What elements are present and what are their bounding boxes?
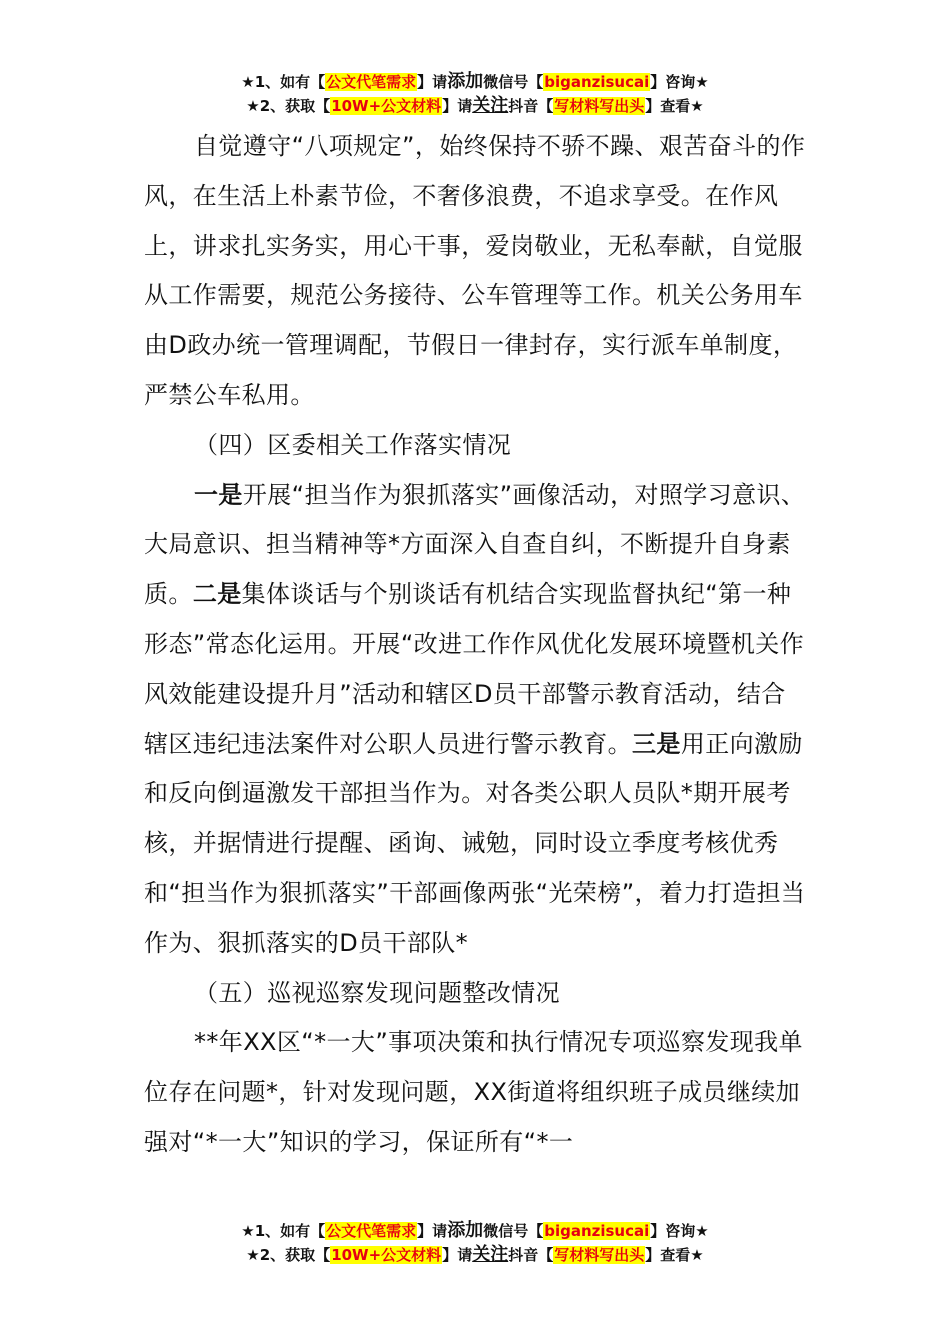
banner-line-1: [0, 1219, 950, 1243]
banner-text: 】请: [442, 1246, 473, 1264]
banner-text: 微信号【: [483, 73, 544, 91]
banner-line-2: [0, 1243, 950, 1267]
banner-wechat-id: biganzisucai: [544, 73, 650, 91]
paragraph-discipline: 自觉遵守“八项规定”，始终保持不骄不躁、艰苦奋斗的作风，在生活上朴素节俭，不奢侈浪费，不追求享受。在作风上，讲求扎实务实，用心干事，爱岗敬业，无私奉献，自觉服从工作需要，规范公务接待、公车管理等工作。机关公务用车由D政办统一管理调配，节假日一律封存，实行派车单制度，严禁公车私用。: [144, 132, 806, 409]
lead-first: 一是: [194, 480, 243, 509]
banner-text: 微信号【: [483, 1222, 544, 1240]
banner-text: ★1、如有【: [241, 73, 326, 91]
banner-text: 】查看★: [645, 1246, 704, 1264]
banner-line-1: [0, 70, 950, 94]
paragraph-district-work: [144, 471, 809, 969]
banner-highlight: 10W+公文材料: [331, 97, 442, 115]
banner-text: 抖音【: [508, 1246, 554, 1264]
banner-highlight: 公文代笔需求: [326, 73, 417, 91]
banner-emphasis: 添加: [447, 1220, 484, 1241]
banner-highlight: 10W+公文材料: [331, 1246, 442, 1264]
lead-second: 二是: [192, 580, 242, 609]
paragraph-text: 集体谈话与个别谈话有机结合实现监督执纪“第一种形态”常态化运用。开展“改进工作作风优化发展环境暨机关作风效能建设提升月”活动和辖区D员干部警示教育活动，结合辖区违纪违法案件对公职人员进行警示教育。: [144, 580, 805, 758]
lead-third: 三是: [632, 729, 681, 758]
document-body: [144, 122, 809, 1168]
banner-text: 抖音【: [508, 97, 554, 115]
banner-emphasis: 关注: [472, 1244, 509, 1265]
banner-text: 】请: [442, 97, 473, 115]
banner-douyin-id: 写材料写出头: [554, 97, 645, 115]
banner-wechat-id: biganzisucai: [544, 1222, 650, 1240]
banner-text: ★1、如有【: [241, 1222, 326, 1240]
banner-text: 】请: [417, 73, 448, 91]
section-heading-5: （五）巡视巡察发现问题整改情况: [194, 978, 560, 1007]
banner-emphasis: 关注: [472, 95, 509, 116]
banner-text: 】查看★: [645, 97, 704, 115]
paragraph-text: 开展“担当作为狠抓落实”画像活动，对照学习意识、大局意识、担当精神等*方面深入自查自纠，不断提升自身素质。: [144, 480, 806, 609]
header-banner: [0, 70, 950, 118]
banner-douyin-id: 写材料写出头: [554, 1246, 645, 1264]
section-heading-4: （四）区委相关工作落实情况: [194, 430, 512, 459]
banner-highlight: 公文代笔需求: [326, 1222, 417, 1240]
banner-line-2: [0, 94, 950, 118]
banner-text: 】咨询★: [650, 73, 709, 91]
banner-text: 】请: [417, 1222, 448, 1240]
banner-text: ★2、获取【: [246, 97, 331, 115]
paragraph-text: 用正向激励和反向倒逼激发干部担当作为。对各类公职人员队*期开展考核，并据情进行提醒、函询、诫勉，同时设立季度考核优秀和“担当作为狠抓落实”干部画像两张“光荣榜”，着力打造担当作为、狠抓落实的D员干部队*: [144, 729, 806, 957]
paragraph-inspection: **年XX区“*一大”事项决策和执行情况专项巡察发现我单位存在问题*，针对发现问题，XX街道将组织班子成员继续加强对“*一大”知识的学习，保证所有“*一: [144, 1028, 803, 1156]
banner-text: 】咨询★: [650, 1222, 709, 1240]
banner-emphasis: 添加: [447, 71, 484, 92]
footer-banner: [0, 1219, 950, 1267]
banner-text: ★2、获取【: [246, 1246, 331, 1264]
